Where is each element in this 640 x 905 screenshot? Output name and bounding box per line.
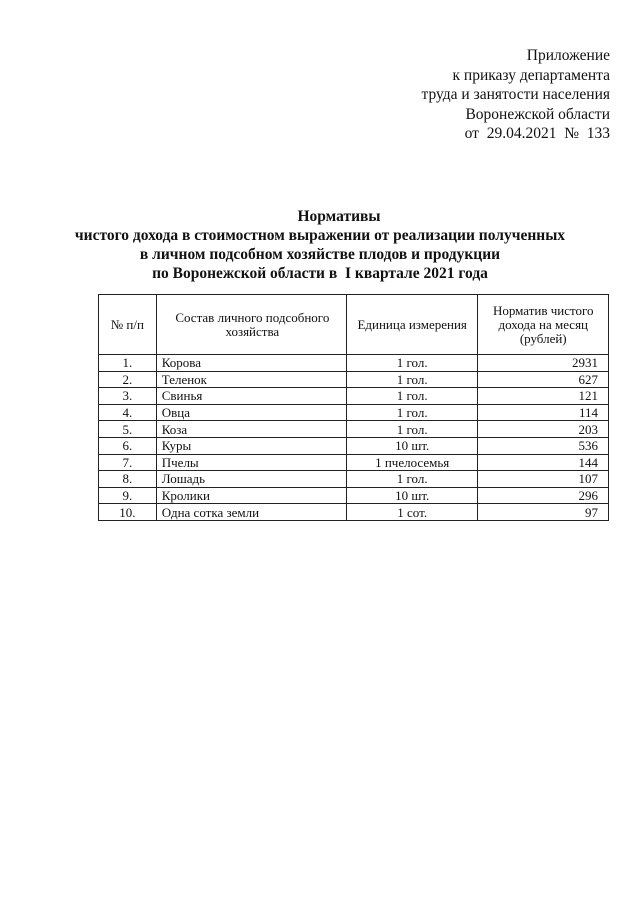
title-line: по Воронежской области в I квартале 2021 года <box>152 265 488 282</box>
row-composition: Корова <box>156 355 346 372</box>
row-norm: 296 <box>478 487 609 504</box>
row-composition: Куры <box>156 437 346 454</box>
row-unit: 1 гол. <box>346 371 478 388</box>
row-composition: Теленок <box>156 371 346 388</box>
header-composition: Состав личного подсобного хозяйства <box>156 295 346 355</box>
table-row <box>99 437 609 454</box>
title-line: в личном подсобном хозяйстве плодов и продукции <box>139 246 501 263</box>
row-number: 9. <box>99 487 157 504</box>
document-title <box>0 207 640 283</box>
row-composition: Овца <box>156 404 346 421</box>
row-number: 1. <box>99 355 157 372</box>
row-unit: 10 шт. <box>346 487 478 504</box>
table-header-row <box>99 295 609 355</box>
row-unit: 1 гол. <box>346 421 478 438</box>
table-row <box>99 454 609 471</box>
row-unit: 1 гол. <box>346 355 478 372</box>
title-line: Нормативы <box>297 208 381 225</box>
table-row <box>99 371 609 388</box>
row-norm: 107 <box>478 471 609 488</box>
row-number: 7. <box>99 454 157 471</box>
norms-table <box>98 294 609 521</box>
row-unit: 10 шт. <box>346 437 478 454</box>
row-norm: 144 <box>478 454 609 471</box>
row-composition: Свинья <box>156 388 346 405</box>
row-number: 3. <box>99 388 157 405</box>
row-unit: 1 пчелосемья <box>346 454 478 471</box>
header-line: Приложение <box>526 47 610 64</box>
row-composition: Одна сотка земли <box>156 504 346 521</box>
table-row <box>99 421 609 438</box>
header-line: от 29.04.2021 № 133 <box>464 125 610 142</box>
appendix-header <box>421 46 610 144</box>
header-unit: Единица измерения <box>346 295 478 355</box>
title-line: чистого дохода в стоимостном выражении от реализации полученных <box>74 227 566 244</box>
table-row <box>99 471 609 488</box>
row-number: 5. <box>99 421 157 438</box>
header-line: к приказу департамента <box>452 66 610 84</box>
row-number: 4. <box>99 404 157 421</box>
row-number: 8. <box>99 471 157 488</box>
row-norm: 97 <box>478 504 609 521</box>
table-row <box>99 404 609 421</box>
row-norm: 2931 <box>478 355 609 372</box>
header-line: Воронежской области <box>465 105 610 123</box>
row-norm: 114 <box>478 404 609 421</box>
row-norm: 203 <box>478 421 609 438</box>
row-norm: 121 <box>478 388 609 405</box>
row-unit: 1 гол. <box>346 471 478 488</box>
table-row <box>99 355 609 372</box>
row-norm: 536 <box>478 437 609 454</box>
table-row <box>99 388 609 405</box>
row-number: 6. <box>99 437 157 454</box>
row-composition: Кролики <box>156 487 346 504</box>
row-unit: 1 сот. <box>346 504 478 521</box>
table-row <box>99 504 609 521</box>
header-line: труда и занятости населения <box>421 86 610 103</box>
header-number: № п/п <box>99 295 157 355</box>
row-number: 10. <box>99 504 157 521</box>
row-norm: 627 <box>478 371 609 388</box>
row-number: 2. <box>99 371 157 388</box>
row-composition: Пчелы <box>156 454 346 471</box>
row-unit: 1 гол. <box>346 388 478 405</box>
row-unit: 1 гол. <box>346 404 478 421</box>
row-composition: Лошадь <box>156 471 346 488</box>
row-composition: Коза <box>156 421 346 438</box>
header-norm: Норматив чистого дохода на месяц (рублей) <box>478 295 609 355</box>
table-row <box>99 487 609 504</box>
